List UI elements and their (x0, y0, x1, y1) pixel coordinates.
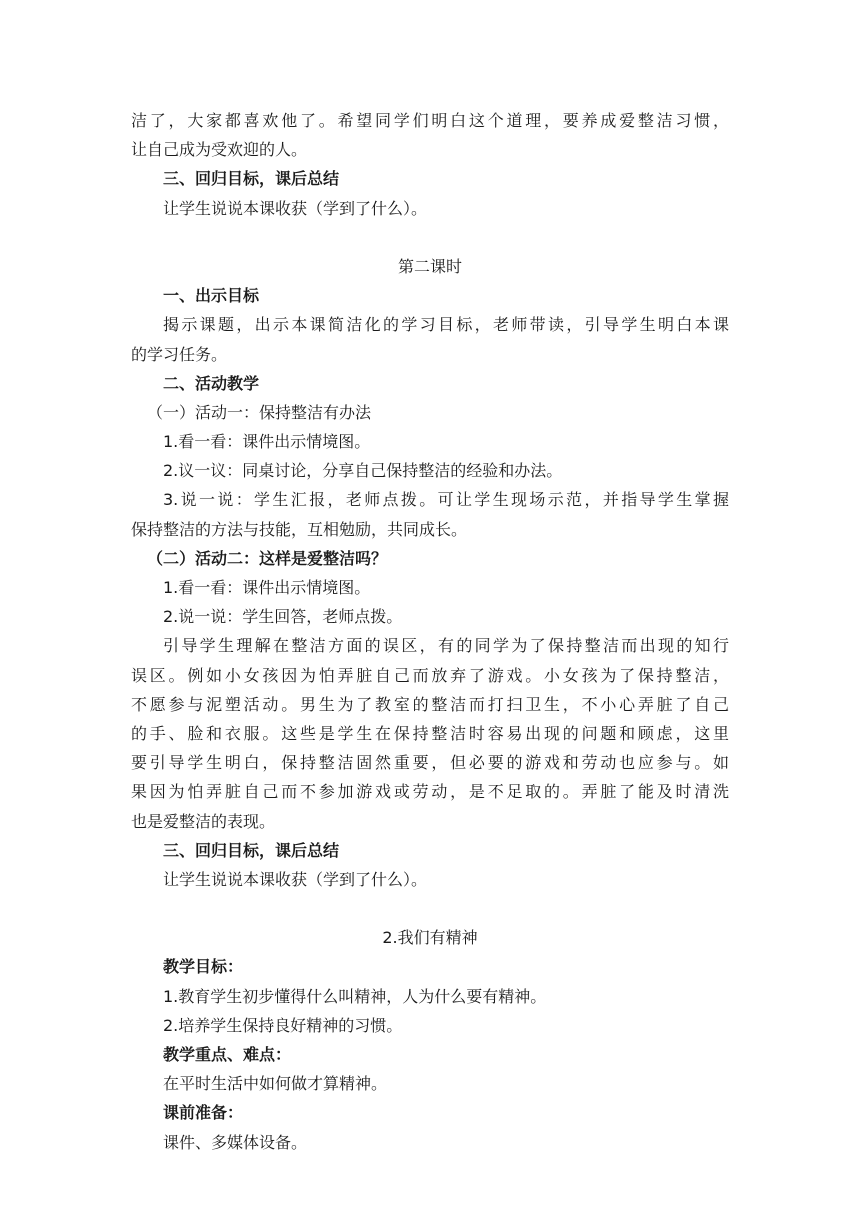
paragraph-line: 2.议一议：同桌讨论，分享自己保持整洁的经验和办法。 (163, 461, 563, 481)
subsection-heading: （二）活动二：这样是爱整洁吗？ (147, 548, 388, 568)
blank-line (131, 223, 729, 252)
paragraph-line: 洁了，大家都喜欢他了。希望同学们明白这个道理，要养成爱整洁习惯， (131, 111, 729, 130)
section-heading: 课前准备： (163, 1103, 244, 1123)
paragraph-line: 不愿参与泥塑活动。男生为了教室的整洁而打扫卫生，不小心弄脏了自己 (131, 694, 729, 714)
paragraph-line: 2.说一说：学生回答，老师点拨。 (163, 607, 403, 627)
subsection-heading: （一）活动一：保持整洁有办法 (147, 402, 372, 422)
section-heading: 教学重点、难点： (163, 1045, 292, 1064)
lesson-period-title: 第二课时 (397, 256, 462, 276)
paragraph-line: 在平时生活中如何做才算精神。 (163, 1074, 388, 1094)
lesson-title: 2.我们有精神 (382, 928, 478, 948)
paragraph-line: 1.教育学生初步懂得什么叫精神，人为什么要有精神。 (163, 986, 547, 1006)
section-heading: 教学目标： (163, 957, 244, 977)
paragraph-line: 让学生说说本课收获（学到了什么）。 (163, 869, 428, 889)
section-heading: 三、回归目标，课后总结 (163, 840, 340, 860)
paragraph-line: 1.看一看：课件出示情境图。 (163, 432, 371, 452)
paragraph-line: 让学生说说本课收获（学到了什么）。 (163, 198, 428, 218)
document-body (131, 106, 729, 1157)
paragraph-line: 保持整洁的方法与技能，互相勉励，共同成长。 (131, 519, 468, 539)
paragraph-line: 揭示课题，出示本课简洁化的学习目标，老师带读，引导学生明白本课 (163, 315, 729, 335)
paragraph-line: 误区。例如小女孩因为怕弄脏自己而放弃了游戏。小女孩为了保持整洁， (131, 665, 729, 685)
paragraph-line: 的手、脸和衣服。这些是学生在保持整洁时容易出现的问题和顾虑，这里 (131, 723, 729, 743)
paragraph-line: 的学习任务。 (131, 344, 228, 364)
paragraph-line: 1.看一看：课件出示情境图。 (163, 578, 371, 597)
blank-line (131, 894, 729, 923)
paragraph-line: 也是爱整洁的表现。 (131, 811, 276, 831)
paragraph-line: 2.培养学生保持良好精神的习惯。 (163, 1015, 403, 1035)
paragraph-line: 3.说一说：学生汇报，老师点拨。可让学生现场示范，并指导学生掌握 (163, 490, 729, 510)
paragraph-line: 要引导学生明白，保持整洁固然重要，但必要的游戏和劳动也应参与。如 (131, 753, 729, 773)
section-heading: 二、活动教学 (163, 373, 260, 393)
section-heading: 一、出示目标 (163, 286, 260, 306)
paragraph-line: 果因为怕弄脏自己而不参加游戏或劳动，是不足取的。弄脏了能及时清洗 (131, 782, 729, 802)
paragraph-line: 课件、多媒体设备。 (163, 1132, 308, 1152)
paragraph-line: 让自己成为受欢迎的人。 (131, 140, 308, 160)
paragraph-line: 引导学生理解在整洁方面的误区，有的同学为了保持整洁而出现的知行 (163, 636, 729, 656)
section-heading: 三、回归目标，课后总结 (163, 169, 340, 189)
